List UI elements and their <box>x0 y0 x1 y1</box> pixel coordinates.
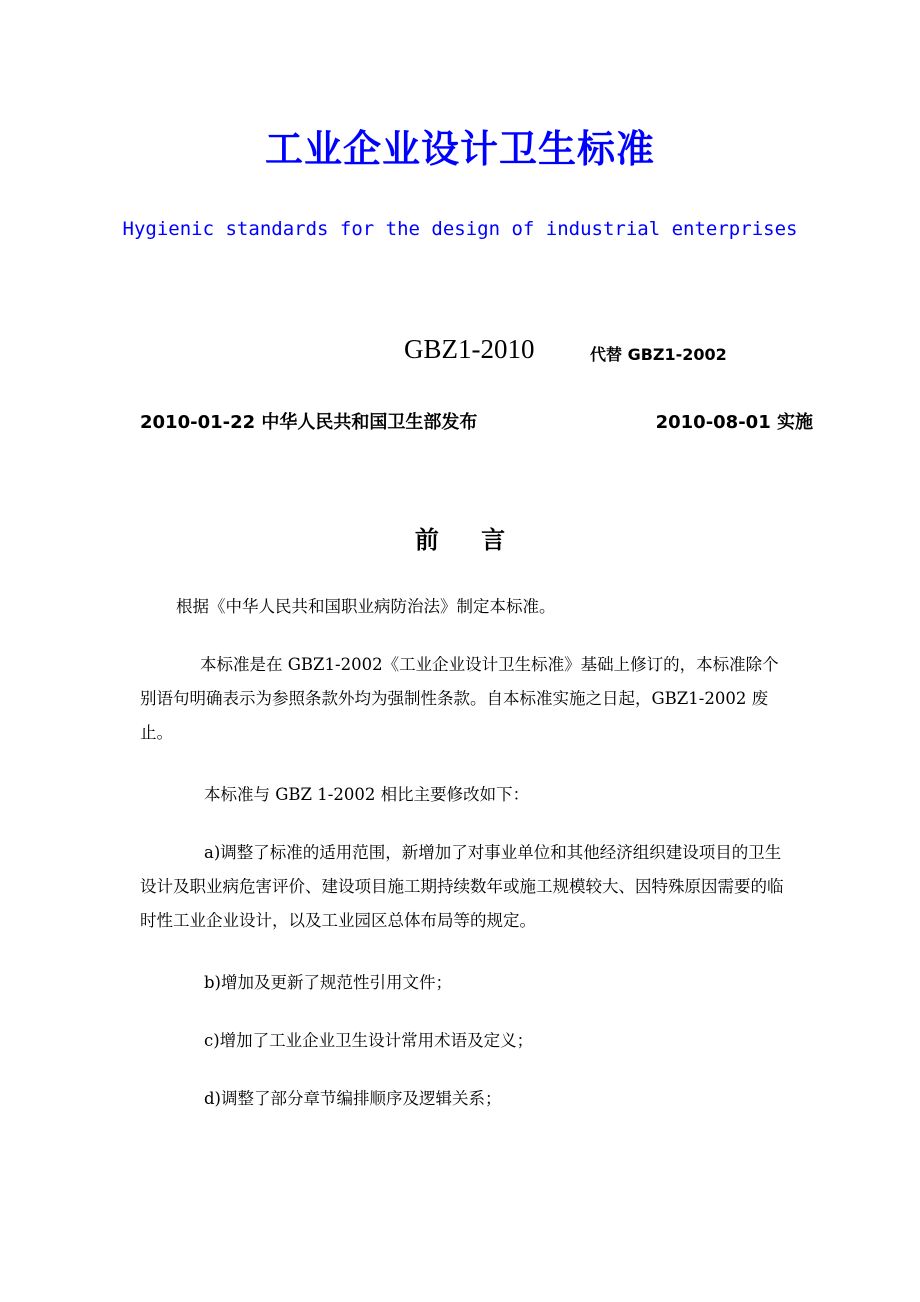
implement-date: 2010-08-01 实施 <box>655 412 813 433</box>
replaces-note: 代替 GBZ1-2002 <box>590 345 727 364</box>
publish-info: 2010-01-22 中华人民共和国卫生部发布 <box>140 412 478 433</box>
standard-code: GBZ1-2010 <box>404 334 535 364</box>
list-item: b)增加及更新了规范性引用文件； <box>204 973 452 992</box>
foreword-paragraph: 根据《中华人民共和国职业病防治法》制定本标准。 <box>176 597 556 616</box>
foreword-heading: 前 言 <box>414 526 506 554</box>
list-item: d)调整了部分章节编排顺序及逻辑关系； <box>204 1089 502 1108</box>
foreword-paragraph: 本标准是在 GBZ1-2002《工业企业设计卫生标准》基础上修订的，本标准除个别语句明确表示为参照条款外均为强制性条款。自本标准实施之日起，GBZ1-2002 废止。 <box>140 655 779 742</box>
foreword-paragraph: 本标准与 GBZ 1-2002 相比主要修改如下： <box>204 785 530 804</box>
document-subtitle-english: Hygienic standards for the design of industrial enterprises <box>122 218 798 240</box>
list-item: a)调整了标准的适用范围，新增加了对事业单位和其他经济组织建设项目的卫生设计及职业病危害评价、建设项目施工期持续数年或施工规模较大、因特殊原因需要的临时性工业企业设计，以及工业园区总体布局等的规定。 <box>140 843 784 930</box>
list-item: c)增加了工业企业卫生设计常用术语及定义； <box>204 1031 534 1050</box>
document-title: 工业企业设计卫生标准 <box>264 127 655 171</box>
